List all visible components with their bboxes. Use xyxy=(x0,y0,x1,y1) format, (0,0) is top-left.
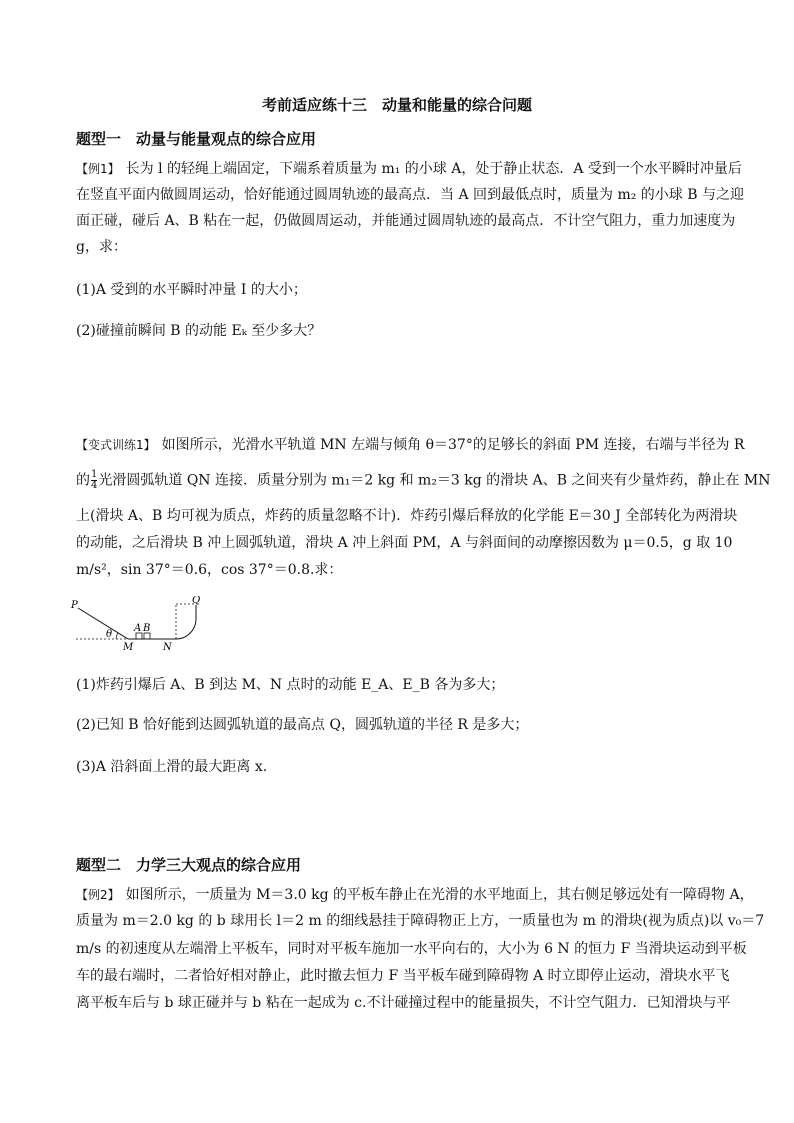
variant1-line-5: m/s²，sin 37°＝0.6，cos 37°＝0.8.求： xyxy=(76,562,343,578)
example2-line-1 xyxy=(76,886,754,904)
quarter-arc-qn xyxy=(176,605,196,639)
label-m: M xyxy=(123,642,134,652)
example2-line-4: 车的最右端时，二者恰好相对静止，此时撤去恒力 F 当平板车碰到障碍物 A 时立即停止运动，滑块水平飞 xyxy=(76,968,730,984)
variant1-line-4: 的动能，之后滑块 B 冲上圆弧轨道，滑块 A 冲上斜面 PM，A 与斜面间的动摩擦因数为 μ＝0.5，g 取 10 xyxy=(76,535,733,551)
page-title: 考前适应练十三 动量和能量的综合问题 xyxy=(261,96,532,114)
label-b: B xyxy=(143,623,151,634)
incline-pm xyxy=(78,608,128,639)
quarter-fraction xyxy=(91,470,97,491)
example2-line-3: m/s 的初速度从左端滑上平板车，同时对平板车施加一水平向右的，大小为 6 N 的恒力 F 当滑块运动到平板 xyxy=(76,941,747,957)
label-a: A xyxy=(134,623,142,634)
incline-arc-diagram xyxy=(68,596,218,652)
label-theta: θ xyxy=(106,629,113,640)
label-q: Q xyxy=(192,596,201,606)
example1-line-1 xyxy=(76,160,742,178)
variant1-text-1: 如图所示，光滑水平轨道 MN 左端与倾角 θ＝37°的足够长的斜面 PM 连接，右端与半径为 R xyxy=(161,437,745,453)
label-p: P xyxy=(71,600,78,611)
example1-line-3: 面正碰，碰后 A、B 粘在一起，仍做圆周运动，并能通过圆周轨迹的最高点．不计空气阻力，重力加速度为 xyxy=(76,213,736,229)
section2-heading: 题型二 力学三大观点的综合应用 xyxy=(76,856,302,874)
example1-tag: 【例1】 xyxy=(76,162,120,176)
variant1-tag: 【变式训练1】 xyxy=(76,438,156,452)
example2-line-2: 质量为 m＝2.0 kg 的 b 球用长 l＝2 m 的细线悬挂于障碍物正上方，一质量也为 m 的滑块(视为质点)以 v₀＝7 xyxy=(76,913,765,929)
variant1-question-3: (3)A 沿斜面上滑的最大距离 x. xyxy=(76,759,268,775)
label-n: N xyxy=(163,642,172,652)
example2-line-5: 离平板车后与 b 球正碰并与 b 粘在一起成为 c.不计碰撞过程中的能量损失，不计空气阻力．已知滑块与平 xyxy=(76,995,731,1011)
variant1-line-3: 上(滑块 A、B 均可视为质点，炸药的质量忽略不计)．炸药引爆后释放的化学能 E＝30 J 全部转化为两滑块 xyxy=(76,508,738,524)
variant1-line-1 xyxy=(76,436,745,454)
section1-heading: 题型一 动量与能量观点的综合应用 xyxy=(76,130,317,148)
fraction-denominator: 4 xyxy=(91,480,98,491)
angle-arc xyxy=(116,633,118,639)
variant1-question-1: (1)炸药引爆后 A、B 到达 M、N 点时的动能 E_A、E_B 各为多大； xyxy=(76,677,505,693)
example1-line-4: g，求： xyxy=(76,239,127,255)
variant1-text-2-pre: 的 xyxy=(76,472,90,489)
example2-text-1: 如图所示，一质量为 M＝3.0 kg 的平板车静止在光滑的水平地面上，其右侧足够远处有一障碍物 A， xyxy=(125,887,754,903)
example2-tag: 【例2】 xyxy=(76,888,120,902)
fraction-numerator: 1 xyxy=(91,469,98,480)
variant1-line-2 xyxy=(76,469,771,491)
example1-text-1: 长为 l 的轻绳上端固定，下端系着质量为 m₁ 的小球 A，处于静止状态．A 受到一个水平瞬时冲量后 xyxy=(125,161,742,177)
example1-question-1: (1)A 受到的水平瞬时冲量 I 的大小； xyxy=(76,282,307,298)
example1-line-2: 在竖直平面内做圆周运动，恰好能通过圆周轨迹的最高点．当 A 回到最低点时，质量为 m₂ 的小球 B 与之迎 xyxy=(76,187,744,203)
variant1-question-2: (2)已知 B 恰好能到达圆弧轨道的最高点 Q，圆弧轨道的半径 R 是多大； xyxy=(76,717,529,733)
variant1-text-2-post: 光滑圆弧轨道 QN 连接．质量分别为 m₁＝2 kg 和 m₂＝3 kg 的滑块 A、B 之间夹有少量炸药，静止在 MN xyxy=(98,472,771,489)
example1-question-2: (2)碰撞前瞬间 B 的动能 Eₖ 至少多大？ xyxy=(76,323,322,339)
